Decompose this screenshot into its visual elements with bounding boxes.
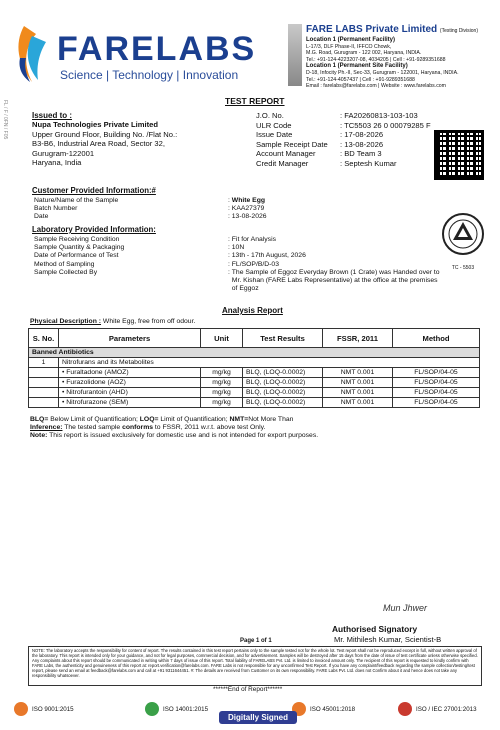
meta-key: Issue Date <box>256 130 293 140</box>
column-header: Method <box>393 329 480 348</box>
parameter-cell: • Furazolidone (AOZ) <box>59 378 201 388</box>
notes-block <box>30 416 470 440</box>
result-cell: BLQ, (LOQ-0.0002) <box>243 378 323 388</box>
issued-to-org: Nupa Technologies Private Limited <box>32 120 159 130</box>
meta-value: : FA20260813-103-103 <box>340 111 418 120</box>
nabl-seal-icon <box>440 210 486 260</box>
issued-to-line1: Upper Ground Floor, Building No. /Flat No.: <box>32 129 178 139</box>
location1-title: Location 1 (Permanent Facility) <box>306 37 396 43</box>
column-header: Test Results <box>243 329 323 348</box>
customer-info-heading: Customer Provided Information:# <box>32 186 156 195</box>
table-row <box>29 368 480 378</box>
parameter-cell: • Furaltadone (AMOZ) <box>59 368 201 378</box>
table-row <box>29 378 480 388</box>
disclaimer-box: NOTE: The laboratory accepts the responsibility for content of report. The results contained in this test report pertains only to the sample tested not for the whole lot. Test report shall not be reproduced except in full, without written approval of the laboratory. This report is intended only for your guidance, and not for legal purposes, commercial decision, and for advertisement. Samples will be destroyed after 15 days from the date of issue of test certificate unless otherwise specified. Any complaints about this report should be communicated in writing within 7 days of issue of this report. Total liability of FARELABS Pvt. Ltd. is limited to invoiced amount only. The recipient of this report is requested to kindly confirm with FARE Labs, the authenticity and genuineness of this report at: report.verification@farelabs.com. FARE Labs is not responsible for any unconfirmed Test Report. If you have any complaint/feedback regarding the sample collection/testing/test report, please send an email at feedback@farelabs.com and call at +91 9311644451. #: The details are received from Customer on its own responsibility. FARE Labs Pvt. Ltd. does not Confirm about it and hence does not take any responsibility whatsoever. <box>28 646 482 686</box>
company-division: (Testing Division) <box>439 28 478 34</box>
physical-label: Physical Description : <box>30 318 102 325</box>
qr-code[interactable] <box>434 130 484 180</box>
info-key: Batch Number <box>34 205 78 213</box>
column-header: S. No. <box>29 329 59 348</box>
info-row: Batch Number : KAA27379 <box>34 205 265 213</box>
result-cell: BLQ, (LOQ-0.0002) <box>243 398 323 408</box>
building-image <box>288 24 302 86</box>
lab-info-heading: Laboratory Provided Information: <box>32 225 156 234</box>
location2-title: Location 1 (Permanent Site Facility) <box>306 63 408 70</box>
group-name: Nitrofurans and its Metabolites <box>59 358 480 368</box>
table-group-row <box>29 358 480 368</box>
blq-label: BLQ= <box>30 416 49 423</box>
empty-cell <box>29 388 59 398</box>
page-number: Page 1 of 1 <box>240 638 272 644</box>
lab-info <box>34 236 444 293</box>
accreditation-seal <box>440 210 486 270</box>
note-text: This report is issued exclusively for domestic use and is not intended for export purposes. <box>47 432 319 439</box>
parameter-cell: • Nitrofurazone (SEM) <box>59 398 201 408</box>
iso-9001-icon <box>14 702 28 716</box>
meta-value: : Septesh Kumar <box>340 158 397 168</box>
group-number: 1 <box>29 358 59 368</box>
meta-key: Sample Receipt Date <box>256 139 328 149</box>
note-label: Note: <box>30 432 48 439</box>
result-cell: BLQ, (LOQ-0.0002) <box>243 388 323 398</box>
method-cell: FL/SOP/04-05 <box>393 388 480 398</box>
column-header: Unit <box>201 329 243 348</box>
band-label: Banned Antibiotics <box>29 348 480 358</box>
info-row: Date of Performance of Test : 13th - 17th August, 2026 <box>34 252 306 260</box>
info-key: Date <box>34 213 49 221</box>
info-value: 13-08-2026 <box>231 213 267 221</box>
method-cell: FL/SOP/04-05 <box>393 368 480 378</box>
info-value: FL/SOP/B/D-03 <box>231 260 279 268</box>
abbreviations-line <box>30 416 470 424</box>
empty-cell <box>29 378 59 388</box>
meta-key: ULR Code <box>256 120 292 130</box>
iso-badge <box>398 702 477 716</box>
fssr-cell: NMT 0.001 <box>323 398 393 408</box>
iso-14001-icon <box>145 702 159 716</box>
column-header: FSSR, 2011 <box>323 329 393 348</box>
inference-verdict: conforms <box>122 424 154 431</box>
location2-phone: Tel.: +91-124-4057437 | Cell : +91-9289351688 <box>306 76 415 83</box>
info-value: 10N <box>231 244 245 252</box>
method-cell: FL/SOP/04-05 <box>393 378 480 388</box>
table-header-row <box>29 329 480 348</box>
meta-key: J.O. No. <box>256 111 284 120</box>
table-row <box>29 398 480 408</box>
iso-badge <box>145 702 208 716</box>
fssr-cell: NMT 0.001 <box>323 368 393 378</box>
table-band-row <box>29 348 480 358</box>
report-title: TEST REPORT <box>225 96 285 106</box>
iso-label: ISO / IEC 27001:2013 <box>416 705 477 713</box>
location1-phone: Tel.: +91-124-4223207-08, 4034205 | Cell : +91-9289351688 <box>306 56 446 63</box>
flame-logo-icon <box>12 24 52 84</box>
issued-to-heading: Issued to : <box>32 111 73 120</box>
signature-image: Mun Jhwer <box>383 603 428 613</box>
column-header: Parameters <box>59 329 201 348</box>
nmt-text: Not More Than <box>248 416 294 423</box>
info-value: The Sample of Eggoz Everyday Brown (1 Crate) was Handed over to Mr. Kishan (FARE Labs Representative) at the office at the premises of Eggoz <box>231 268 440 293</box>
meta-row <box>256 149 434 159</box>
iso-badge <box>14 702 74 716</box>
meta-value: : BD Team 3 <box>340 149 382 159</box>
issued-to-line4: Haryana, India <box>32 158 82 168</box>
authorised-signatory-title: Authorised Signatory <box>332 624 418 634</box>
empty-cell <box>29 368 59 378</box>
info-value: 13th - 17th August, 2026 <box>231 252 306 260</box>
info-row: Sample Receiving Condition : Fit for Analysis <box>34 236 276 243</box>
nmt-label: NMT= <box>229 416 249 423</box>
iso-badge <box>292 702 355 716</box>
unit-cell: mg/kg <box>201 378 243 388</box>
issued-to-block <box>32 111 242 167</box>
info-row: Sample Quantity & Packaging : 10N <box>34 244 245 252</box>
loq-text: Limit of Quantification; <box>158 416 230 423</box>
fssr-cell: NMT 0.001 <box>323 378 393 388</box>
parameter-cell: • Nitrofurantoin (AHD) <box>59 388 201 398</box>
unit-cell: mg/kg <box>201 398 243 408</box>
inference-label: Inference: <box>30 424 63 431</box>
meta-key: Credit Manager <box>256 158 309 168</box>
signatory-name: Mr. Mithilesh Kumar, Scientist-B <box>334 635 442 644</box>
location2-address: D-18, Infocity Ph.-II, Sec-33, Gurugram - 122001, Haryana, INDIA. <box>306 69 459 76</box>
meta-key: Account Manager <box>256 149 316 159</box>
empty-cell <box>29 398 59 408</box>
iso-27001-icon <box>398 702 412 716</box>
iso-label: ISO 9001:2015 <box>32 705 74 713</box>
fssr-cell: NMT 0.001 <box>323 388 393 398</box>
farelabs-logo <box>12 24 284 84</box>
meta-row <box>256 159 434 169</box>
unit-cell: mg/kg <box>201 368 243 378</box>
info-row: Date : 13-08-2026 <box>34 213 267 221</box>
info-key: Sample Receiving Condition <box>34 236 120 243</box>
meta-row <box>256 130 434 140</box>
info-key: Nature/Name of the Sample <box>34 197 119 204</box>
company-name: FARE LABS Private Limited <box>306 24 438 35</box>
logo-tagline: Science | Technology | Innovation <box>60 68 239 82</box>
issued-to-line3: Gurugram-122001 <box>32 148 95 158</box>
info-value: Fit for Analysis <box>231 236 276 243</box>
note-line <box>30 432 470 440</box>
issued-to-line2: B3-B6, Industrial Area Road, Sector 32, <box>32 139 165 149</box>
inference-text: The tested sample <box>62 424 123 431</box>
meta-row <box>256 111 434 121</box>
inference-line <box>30 424 470 432</box>
seal-label: TC - 5503 <box>451 265 475 271</box>
unit-cell: mg/kg <box>201 388 243 398</box>
info-key: Sample Quantity & Packaging <box>34 244 125 252</box>
info-key: Date of Performance of Test <box>34 252 119 260</box>
physical-description <box>30 318 195 325</box>
info-row: Method of Sampling : FL/SOP/B/D-03 <box>34 260 279 268</box>
results-table <box>28 328 480 408</box>
company-email: Email : farelabs@farelabs.com | Website : www.farelabs.com <box>306 83 447 90</box>
customer-info <box>34 197 444 222</box>
meta-row <box>256 121 434 131</box>
location1-address-1: L-17/3, DLF Phase-II, IFFCO Chowk, <box>306 43 392 50</box>
result-cell: BLQ, (LOQ-0.0002) <box>243 368 323 378</box>
logo-wordmark: FARELABS <box>57 30 257 68</box>
physical-value: White Egg, free from off odour. <box>102 318 196 325</box>
report-meta <box>256 111 434 169</box>
meta-value: : 17-08-2026 <box>340 130 384 140</box>
info-row: Nature/Name of the Sample : White Egg <box>34 197 266 204</box>
location1-address-2: M.G. Road, Gurugram - 122 002, Haryana, INDIA. <box>306 50 422 57</box>
meta-value: : 13-08-2026 <box>340 139 384 149</box>
blq-text: Below Limit of Quantification; <box>48 416 140 423</box>
info-key: Method of Sampling <box>34 260 95 268</box>
meta-value: : TC5503 26 0 00079285 F <box>340 120 431 130</box>
method-cell: FL/SOP/04-05 <box>393 398 480 408</box>
digitally-signed-badge[interactable]: Digitally Signed <box>219 711 297 724</box>
info-key: Sample Collected By <box>34 268 98 276</box>
analysis-report-heading: Analysis Report <box>222 306 283 315</box>
info-value: KAA27379 <box>231 205 265 213</box>
info-row: Sample Collected By : The Sample of Eggoz Everyday Brown (1 Crate) was Handed over to Mr. Kishan (FARE Labs Representative) at the office at the premises of Eggoz <box>34 269 444 294</box>
loq-label: LOQ= <box>139 416 159 423</box>
meta-row <box>256 140 434 150</box>
iso-label: ISO 45001:2018 <box>310 705 356 713</box>
company-address-block <box>306 24 496 90</box>
side-reference-mark: FL / F / 0FN / F05 <box>2 100 8 140</box>
table-row <box>29 388 480 398</box>
end-of-report: ******End of Report****** <box>213 686 283 693</box>
inference-text-end: to FSSR, 2011 w.r.t. above test Only. <box>153 424 266 431</box>
iso-label: ISO 14001:2015 <box>163 705 209 713</box>
info-value: White Egg <box>231 197 266 204</box>
